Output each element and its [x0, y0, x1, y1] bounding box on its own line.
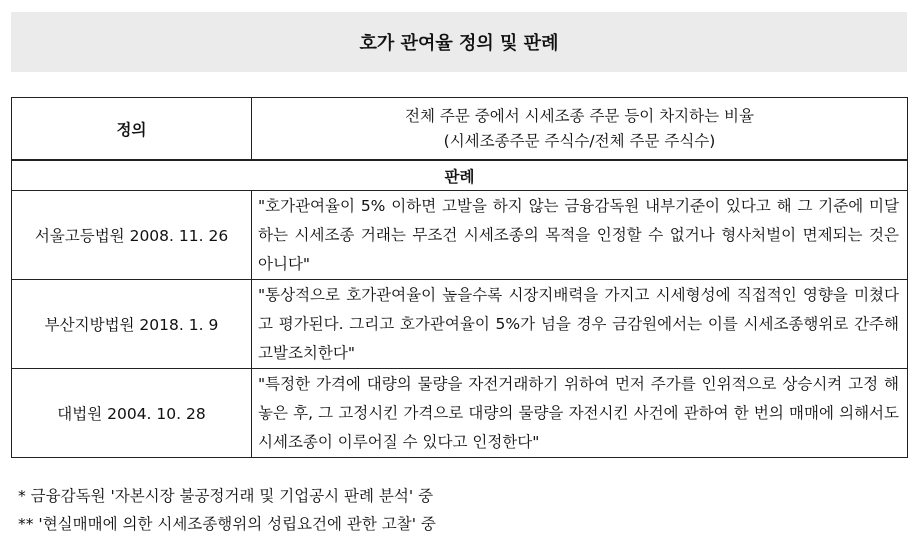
page-title — [11, 12, 907, 72]
definition-content — [252, 98, 908, 161]
case-row — [12, 191, 908, 280]
definition-row — [12, 98, 908, 161]
case-court: 대법원 2004. 10. 28 — [12, 369, 252, 458]
footnote: * 금융감독원 '자본시장 불공정거래 및 기업공시 판례 분석' 중 — [18, 487, 434, 505]
case-row — [12, 369, 908, 458]
section-row — [12, 160, 908, 191]
case-court: 부산지방법원 2018. 1. 9 — [12, 280, 252, 369]
footnotes — [18, 482, 436, 538]
definition-line: (시세조종주문 주식수/전체 주문 주식수) — [443, 131, 716, 150]
definition-line: 전체 주문 중에서 시세조종 주문 등이 차지하는 비율 — [405, 106, 754, 125]
case-text: "특정한 가격에 대량의 물량을 자전거래하기 위하여 먼저 주가를 인위적으로 상승시켜 고정 해 놓은 후, 그 고정시킨 가격으로 대량의 물량을 자전시킨 사건에 관하여 한 번의 매매에 의해서도 시세조종이 이루어질 수 있다고 인정한다" — [252, 369, 908, 458]
section-label: 판례 — [12, 160, 908, 191]
case-text: "호가관여율이 5% 이하면 고발을 하지 않는 금융감독원 내부기준이 있다고 해 그 기준에 미달하는 시세조종 거래는 무조건 시세조종의 목적을 인정할 수 없거나 형사처벌이 면제되는 것은 아니다" — [252, 191, 908, 280]
case-law-table — [11, 97, 908, 458]
case-court: 서울고등법원 2008. 11. 26 — [12, 191, 252, 280]
definition-label: 정의 — [12, 98, 252, 161]
footnote: ** '현실매매에 의한 시세조종행위의 성립요건에 관한 고찰' 중 — [18, 515, 436, 533]
title-text: 호가 관여율 정의 및 판례 — [359, 33, 559, 54]
case-text: "통상적으로 호가관여율이 높을수록 시장지배력을 가지고 시세형성에 직접적인 영향을 미쳤다고 평가된다. 그리고 호가관여율이 5%가 넘을 경우 금감원에서는 이를 시세조종행위로 간주해 고발조치한다" — [252, 280, 908, 369]
case-row — [12, 280, 908, 369]
